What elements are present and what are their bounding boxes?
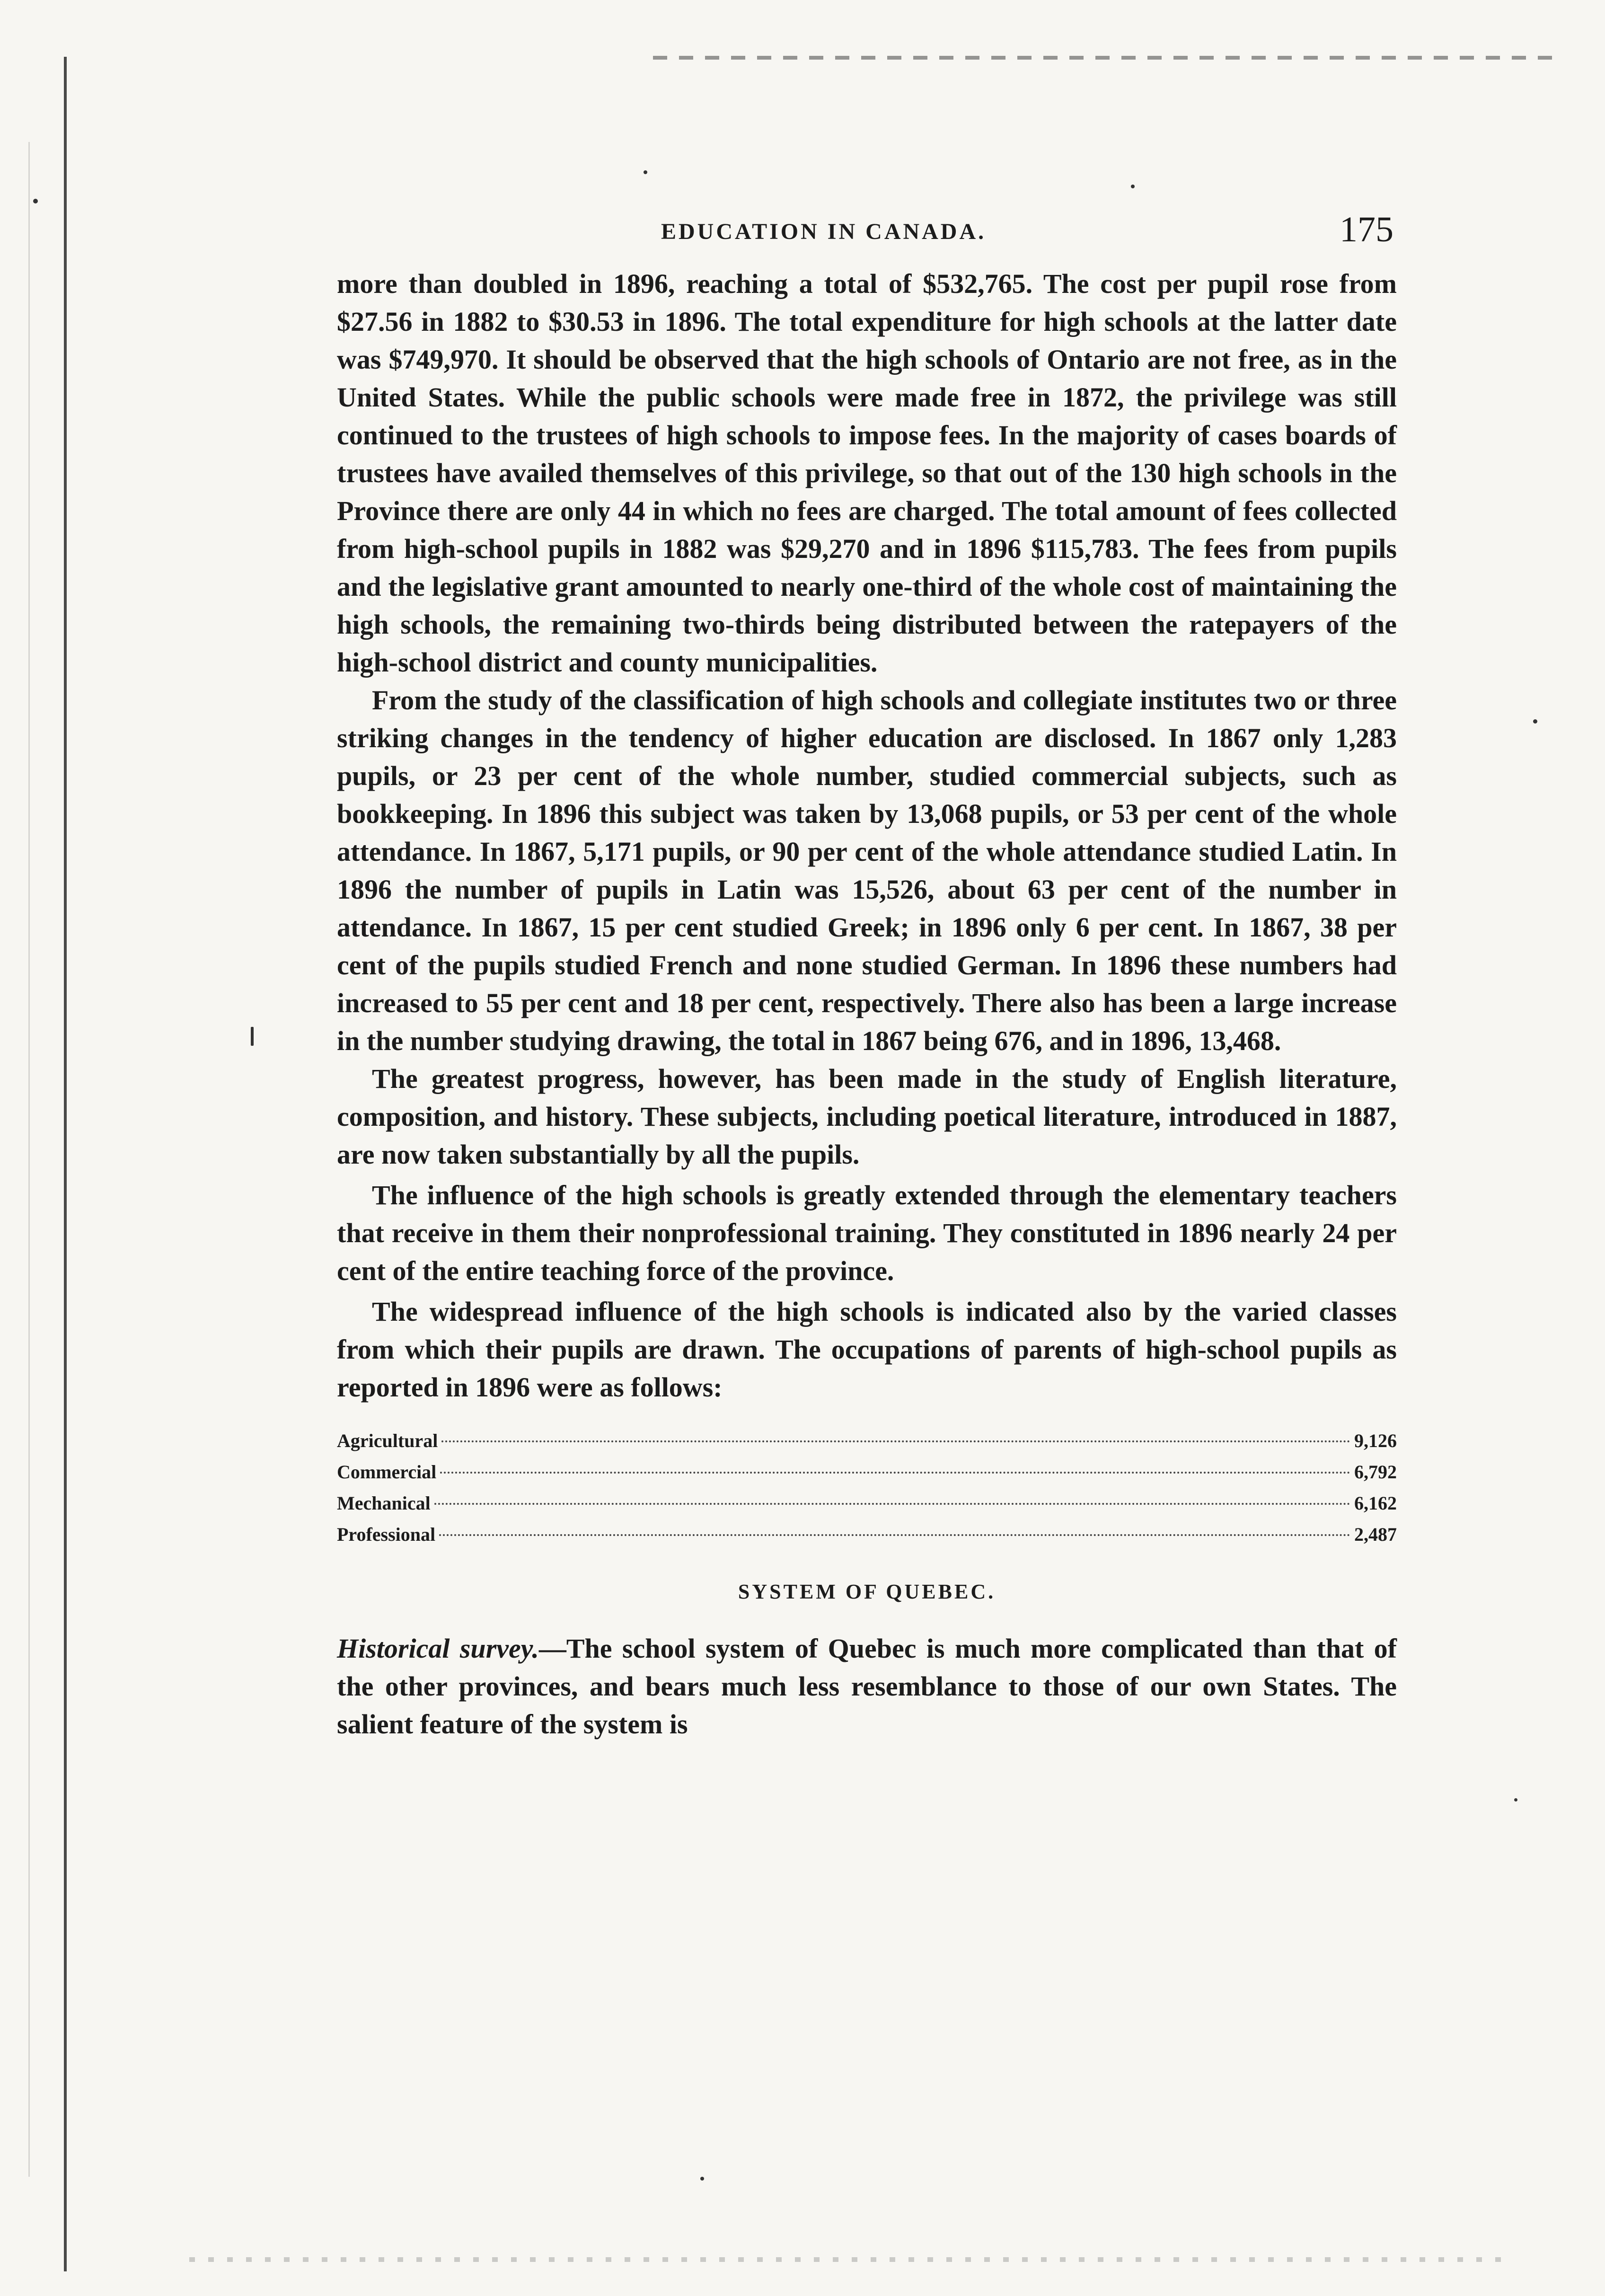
paragraph: The widespread influence of the high schools is indicated also by the varied classes from which their pupils are drawn. The occupations of parents of high-school pupils as reported in 1896 were as follows: xyxy=(337,1296,1397,1403)
leader-dots xyxy=(434,1503,1350,1505)
run-in-heading: Historical survey. xyxy=(337,1633,539,1664)
running-head: EDUCATION IN CANADA. xyxy=(661,219,987,244)
occupation-count: 6,162 xyxy=(1354,1492,1397,1514)
occupation-label: Professional xyxy=(337,1524,436,1545)
paragraph: more than doubled in 1896, reaching a total of $532,765. The cost per pupil rose from $27.56 in 1882 to $30.53 in 1896. The total expenditure for high schools at the latter date was $749,970. It should be observed that the high schools of Ontario are not free, as in the United States. While the public schools were made free in 1872, the privilege was still continued to the trustees of high schools to impose fees. In the majority of cases boards of trustees have availed themselves of this privilege, so that out of the 130 high schools in the Province there are only 44 in which no fees are charged. The total amount of fees collected from high-school pupils in 1882 was $29,270 and in 1896 $115,783. The fees from pupils and the legislative grant amounted to nearly one-third of the whole cost of maintaining the high schools, the remaining two-thirds being distributed between the ratepayers of the high-school district and county municipalities. xyxy=(337,268,1397,678)
scan-speck xyxy=(1533,719,1537,724)
scan-speck xyxy=(251,1027,254,1046)
table-row xyxy=(337,1425,1397,1457)
occupation-label: Mechanical xyxy=(337,1492,431,1514)
occupation-count: 2,487 xyxy=(1354,1524,1397,1545)
occupation-count: 6,792 xyxy=(1354,1461,1397,1483)
table-row xyxy=(337,1519,1397,1550)
leader-dots xyxy=(441,1440,1350,1442)
occupation-label: Agricultural xyxy=(337,1430,438,1451)
binding-shadow xyxy=(64,57,67,2271)
page-body xyxy=(337,265,1397,1743)
occupation-count: 9,126 xyxy=(1354,1430,1397,1451)
table-row xyxy=(337,1457,1397,1488)
table-row xyxy=(337,1488,1397,1519)
page-header xyxy=(334,209,1393,266)
paragraph-text: —The school system of Quebec is much more complicated than that of the other provinces, and bears much less resemblance to those of our own States. The salient feature of the system is xyxy=(337,1633,1397,1740)
scan-edge-bottom xyxy=(189,2257,1514,2262)
scan-speck xyxy=(33,199,38,203)
occupations-table xyxy=(337,1425,1397,1550)
scan-speck xyxy=(700,2177,704,2181)
section-heading: SYSTEM OF QUEBEC. xyxy=(738,1580,996,1603)
paragraph xyxy=(337,1630,1397,1743)
leader-dots xyxy=(439,1534,1350,1536)
leader-dots xyxy=(440,1472,1350,1474)
scan-speck xyxy=(1131,185,1135,188)
scan-edge-top xyxy=(653,56,1552,60)
scan-speck xyxy=(1514,1798,1517,1801)
page-number: 175 xyxy=(1340,210,1393,249)
paragraph: The influence of the high schools is greatly extended through the elementary teachers that receive in them their nonprofessional training. They constituted in 1896 nearly 24 per cent of the entire teaching force of the province. xyxy=(337,1180,1397,1286)
binding-shadow-faint xyxy=(28,142,30,2177)
occupation-label: Commercial xyxy=(337,1461,437,1483)
paragraph: From the study of the classification of high schools and collegiate institutes two or three striking changes in the tendency of higher education are disclosed. In 1867 only 1,283 pupils, or 23 per cent of the whole number, studied commercial subjects, such as bookkeeping. In 1896 this subject was taken by 13,068 pupils, or 53 per cent of the whole attendance. In 1867, 5,171 pupils, or 90 per cent of the whole attendance studied Latin. In 1896 the number of pupils in Latin was 15,526, about 63 per cent of the number in attendance. In 1867, 15 per cent studied Greek; in 1896 only 6 per cent. In 1867, 38 per cent of the pupils studied French and none studied German. In 1896 these numbers had increased to 55 per cent and 18 per cent, respectively. There also has been a large increase in the number studying drawing, the total in 1867 being 676, and in 1896, 13,468. xyxy=(337,685,1397,1056)
scan-speck xyxy=(644,170,647,174)
paragraph: The greatest progress, however, has been made in the study of English literature, composition, and history. These subjects, including poetical literature, introduced in 1887, are now taken substantially by all the pupils. xyxy=(337,1063,1397,1170)
